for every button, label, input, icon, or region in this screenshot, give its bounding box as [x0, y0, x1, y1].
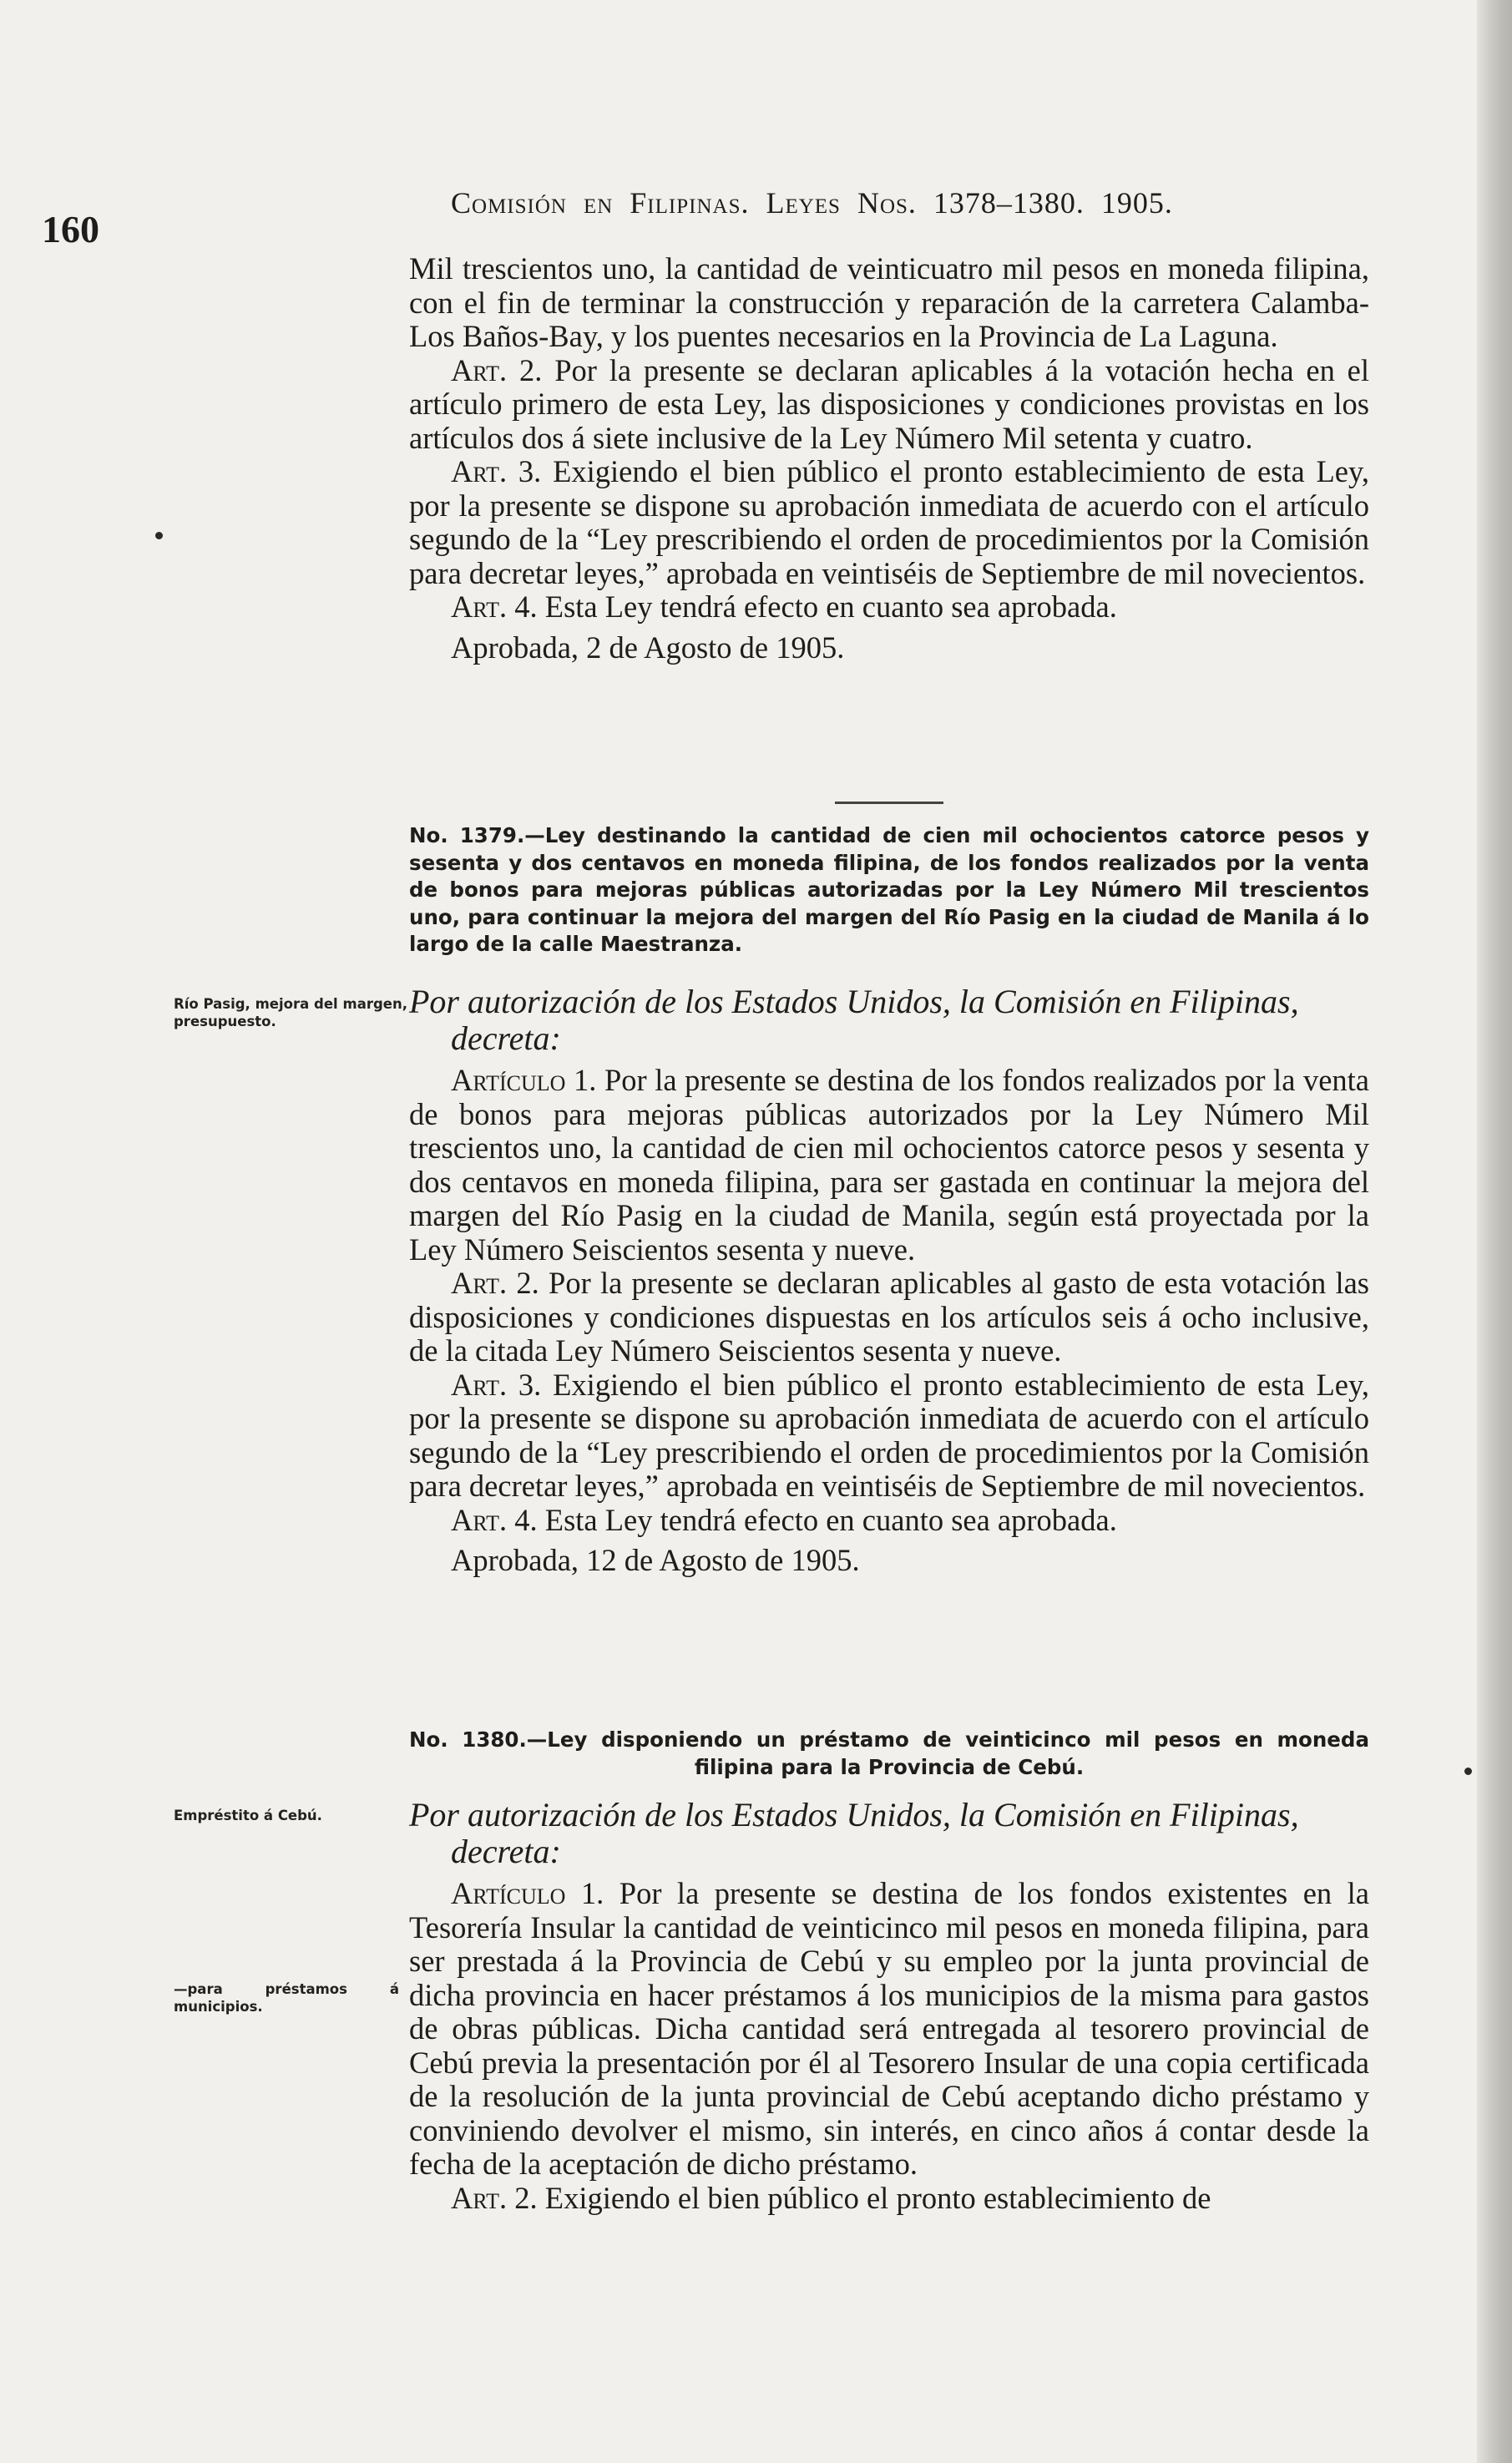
law-1380-margin-note-2: —para préstamos á municipios. — [174, 1981, 399, 2015]
law-1379-article-2 — [409, 1267, 1369, 1368]
article-text: Exigiendo el bien público el pronto establecimiento de esta Ley, por la presente se dispone su aprobación inmediata de acuerdo con el artículo segundo de la “Ley prescribiendo el orden de procedimientos por la Comisión para decretar leyes,” aprobada en veintiséis de Septiembre de mil novecientos. — [409, 454, 1369, 590]
law-1378-paragraph-1: Mil trescientos uno, la cantidad de veinticuatro mil pesos en moneda filipina, con el fin de terminar la construcción y reparación de la carretera Calamba-Los Baños-Bay, y los puentes necesarios en la Provincia de La Laguna. — [409, 251, 1369, 353]
article-label: Art. 4. — [451, 589, 538, 624]
law-1379-heading: No. 1379.—Ley destinando la cantidad de cien mil ochocientos catorce pesos y sesenta y dos centavos en moneda filipina, de los fondos realizados por la venta de bonos para mejoras públicas autorizadas por la Ley Número Mil trescientos uno, para continuar la mejora del margen del Río Pasig en la ciudad de Manila á lo largo de la calle Maestranza. — [409, 823, 1369, 956]
article-label: Art. 2. — [451, 2180, 538, 2215]
law-1380-margin-note-1: Empréstito á Cebú. — [174, 1808, 322, 1823]
article-label: Artículo 1. — [451, 1063, 597, 1097]
scan-speck — [155, 532, 163, 539]
law-1380-enacting-clause — [409, 1797, 1369, 1870]
article-text: Por la presente se destina de los fondos existentes en la Tesorería Insular la cantidad de veinticinco mil pesos en moneda filipina, para ser prestada á la Provincia de Cebú y su empleo por la junta provincial de dicha provincia en hacer préstamos á los municipios de la misma para gastos de obras públicas. Dicha cantidad será entregada al tesorero provincial de Cebú previa la presentación por él al Tesorero Insular de una copia certificada de la resolución de la junta provincial de Cebú aceptando dicho préstamo y conviniendo devolver el mismo, sin interés, en cinco años á contar desde la fecha de la aceptación de dicho préstamo. — [409, 1876, 1369, 2181]
article-label: Art. 3. — [451, 1367, 542, 1402]
article-text: Exigiendo el bien público el pronto establecimiento de — [544, 2180, 1211, 2215]
enacting-line-1: Por autorización de los Estados Unidos, la Comisión en Filipinas, — [409, 983, 1299, 1020]
law-1379-article-4 — [409, 1504, 1369, 1538]
law-1380-article-1 — [409, 1877, 1369, 2182]
section-divider — [835, 802, 943, 804]
law-1379 — [409, 822, 1369, 958]
law-1378-approval-date: Aprobada, 2 de Agosto de 1905. — [451, 630, 845, 665]
law-1378-continuation — [409, 252, 1369, 665]
page-number: 160 — [42, 208, 99, 250]
article-label: Artículo 1. — [451, 1876, 604, 1910]
law-1378-article-2 — [409, 354, 1369, 456]
law-1379-margin-note: Río Pasig, mejora del margen, presupuesto. — [174, 996, 407, 1029]
article-text: Por la presente se declaran aplicables al gasto de esta votación las disposiciones y condiciones dispuestas en los artículos seis á ocho inclusive, de la citada Ley Número Seiscientos sesenta y nueve. — [409, 1266, 1370, 1368]
law-1379-enacting-clause — [409, 984, 1369, 1057]
law-1378-article-3 — [409, 455, 1369, 590]
article-text: Por la presente se declaran aplicables á la votación hecha en el artículo primero de esta Ley, las disposiciones y condiciones provistas en los artículos dos á siete inclusive de la Ley Número Mil setenta y cuatro. — [409, 352, 1369, 455]
law-1380-heading: No. 1380.—Ley disponiendo un préstamo de veinticinco mil pesos en moneda filipina para la Provincia de Cebú. — [409, 1727, 1369, 1779]
scan-speck — [1464, 1768, 1472, 1775]
article-text: Exigiendo el bien público el pronto establecimiento de esta Ley, por la presente se dispone su aprobación inmediata de acuerdo con el artículo segundo de la “Ley prescribiendo el orden de procedimientos por la Comisión para decretar leyes,” aprobada en veintiséis de Septiembre de mil novecientos. — [409, 1367, 1369, 1503]
enacting-line-1: Por autorización de los Estados Unidos, la Comisión en Filipinas, — [409, 1796, 1299, 1833]
article-text: Esta Ley tendrá efecto en cuanto sea aprobada. — [544, 589, 1117, 624]
enacting-line-2: decreta: — [451, 1019, 561, 1057]
article-label: Art. 4. — [451, 1502, 538, 1537]
law-1379-body — [409, 984, 1369, 1578]
article-text: Esta Ley tendrá efecto en cuanto sea aprobada. — [544, 1502, 1117, 1537]
law-1379-approval-date: Aprobada, 12 de Agosto de 1905. — [451, 1543, 860, 1577]
law-1379-article-3 — [409, 1368, 1369, 1504]
running-head: Comisión en Filipinas. Leyes Nos. 1378–1380. 1905. — [451, 186, 1173, 220]
article-text: Por la presente se destina de los fondos realizados por la venta de bonos para mejoras públicas autorizados por la Ley Número Mil trescientos uno, la cantidad de cien mil ochocientos catorce pesos y sesenta y dos centavos en moneda filipina, para ser gastada en continuar la mejora del margen del Río Pasig en la ciudad de Manila, según está proyectada por la Ley Número Seiscientos sesenta y nueve. — [409, 1063, 1370, 1267]
law-1380-article-2 — [409, 2182, 1369, 2216]
article-label: Art. 2. — [451, 1266, 539, 1300]
law-1379-article-1 — [409, 1064, 1369, 1267]
article-label: Art. 2. — [451, 352, 543, 387]
law-1380-body — [409, 1797, 1369, 2215]
law-1378-article-4 — [409, 590, 1369, 625]
enacting-line-2: decreta: — [451, 1833, 561, 1870]
law-1380 — [409, 1727, 1369, 1781]
article-label: Art. 3. — [451, 454, 542, 488]
page-edge-shadow — [1477, 0, 1512, 2463]
